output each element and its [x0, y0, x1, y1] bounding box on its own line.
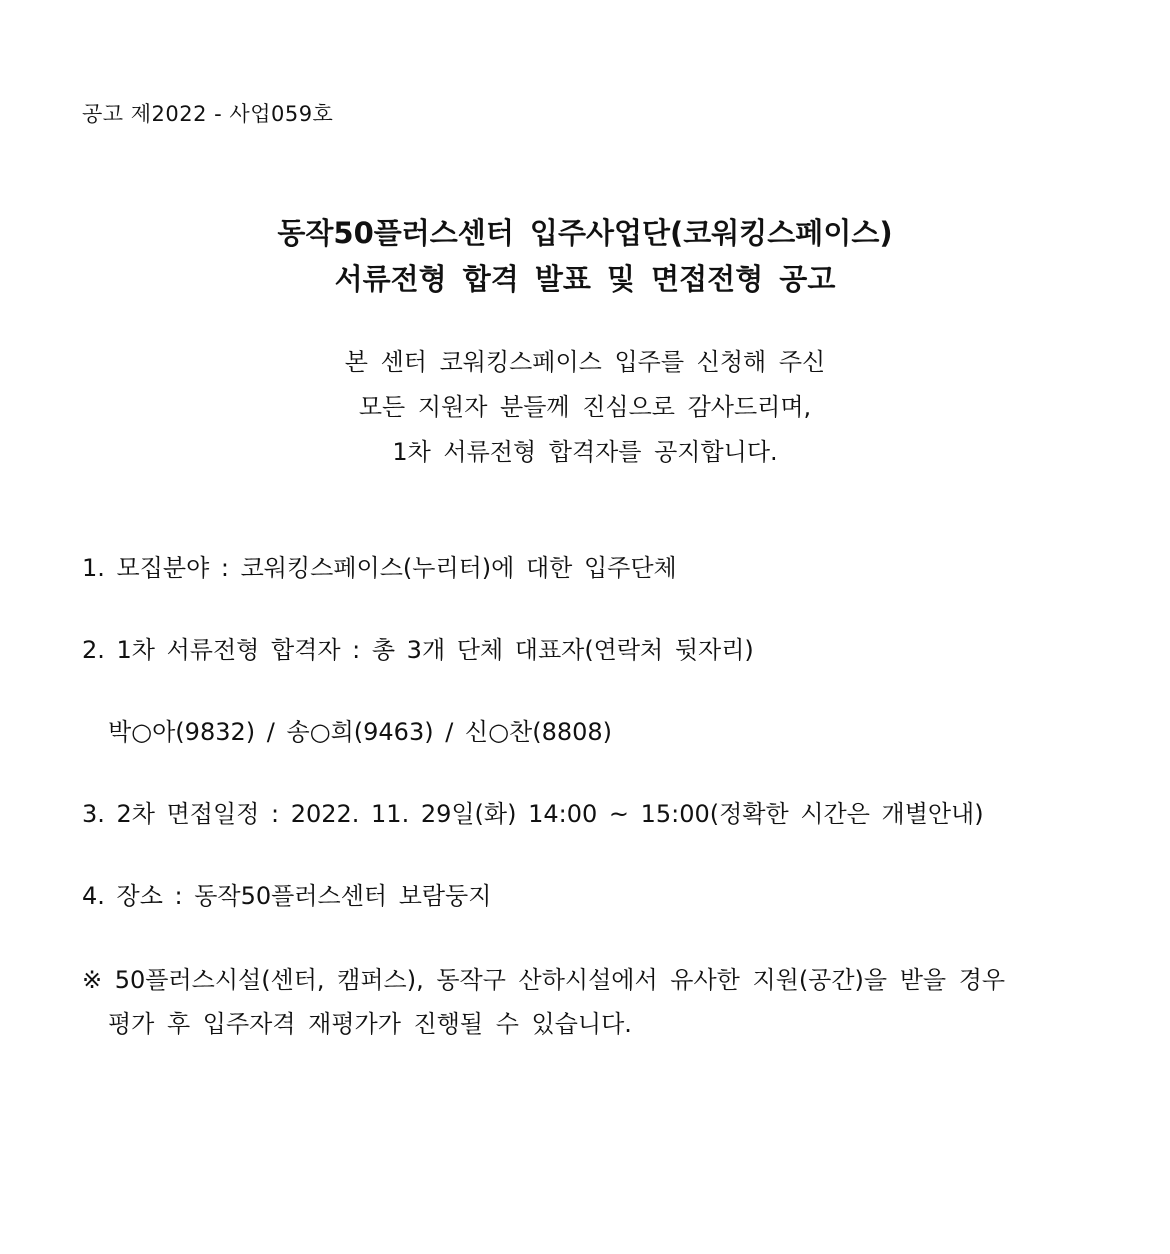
item-location: 4. 장소 : 동작50플러스센터 보람둥지 — [82, 882, 492, 910]
intro-line-3: 1차 서류전형 합격자를 공지합니다. — [392, 438, 778, 466]
notice-number: 공고 제2022 - 사업059호 — [82, 102, 334, 126]
footnote-line-1: ※ 50플러스시설(센터, 캠퍼스), 동작구 산하시설에서 유사한 지원(공간)을 받을 경우 — [82, 966, 1006, 994]
item-recruitment-field: 1. 모집분야 : 코워킹스페이스(누리터)에 대한 입주단체 — [82, 554, 677, 582]
intro-line-2: 모든 지원자 분들께 진심으로 감사드리며, — [358, 393, 812, 421]
intro-paragraph — [0, 340, 1170, 475]
document-title — [0, 210, 1170, 302]
footnote-line-2: 평가 후 입주자격 재평가가 진행될 수 있습니다. — [108, 1010, 632, 1038]
title-line-2: 서류전형 합격 발표 및 면접전형 공고 — [334, 262, 836, 296]
footnote — [82, 958, 1005, 1046]
item-interview-schedule: 3. 2차 면접일정 : 2022. 11. 29일(화) 14:00 ~ 15:00(정확한 시간은 개별안내) — [82, 800, 984, 828]
intro-line-1: 본 센터 코워킹스페이스 입주를 신청해 주신 — [344, 348, 826, 376]
passer-list: 박○아(9832) / 송○희(9463) / 신○찬(8808) — [108, 718, 613, 746]
title-line-1: 동작50플러스센터 입주사업단(코워킹스페이스) — [277, 216, 893, 250]
item-document-passers: 2. 1차 서류전형 합격자 : 총 3개 단체 대표자(연락처 뒷자리) — [82, 636, 754, 664]
